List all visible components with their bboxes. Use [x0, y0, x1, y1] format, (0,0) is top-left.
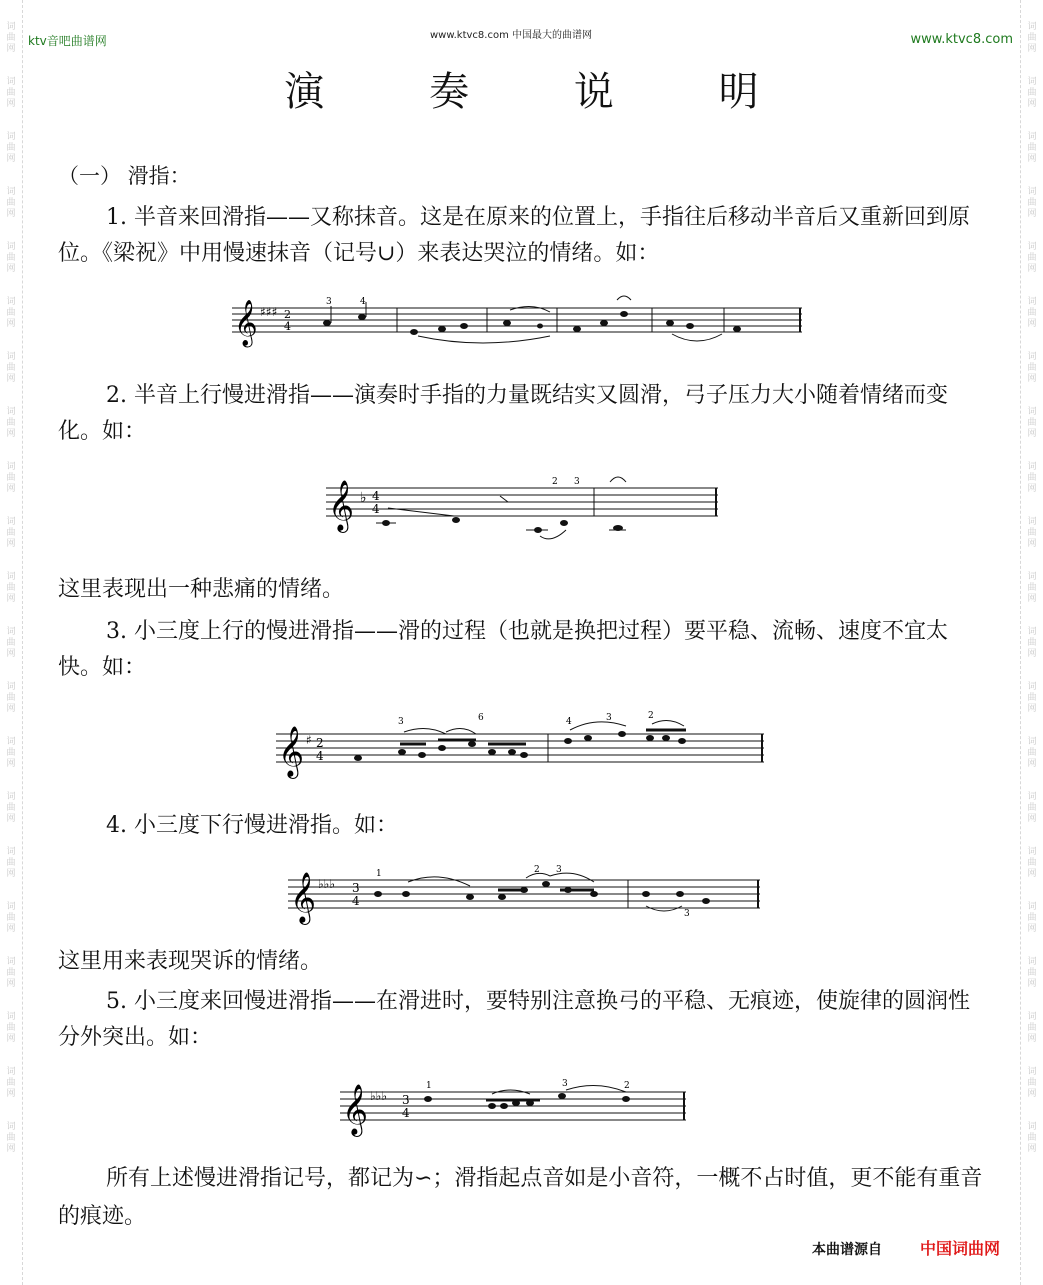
svg-text:4: 4 — [360, 297, 366, 307]
music-example-1 — [232, 292, 804, 352]
side-watermark-text: 词 曲 网 — [6, 1122, 16, 1154]
svg-text:𝄞: 𝄞 — [342, 1084, 369, 1135]
section-heading: （一） 滑指： — [58, 164, 191, 188]
svg-text:♭♭♭: ♭♭♭ — [370, 1089, 387, 1103]
side-watermark-text: 词 曲 网 — [6, 297, 16, 329]
right-watermark-strip — [1020, 0, 1043, 1285]
svg-text:3: 3 — [574, 477, 580, 487]
svg-text:4: 4 — [402, 1106, 410, 1120]
left-watermark-strip — [0, 0, 23, 1285]
svg-text:3: 3 — [402, 1093, 410, 1107]
svg-text:4: 4 — [352, 894, 360, 908]
svg-text:2: 2 — [648, 711, 654, 721]
side-watermark-text: 词 曲 网 — [6, 242, 16, 274]
side-watermark-text: 词 曲 网 — [6, 462, 16, 494]
paragraph-1: 1. 半音来回滑指——又称抹音。这是在原来的位置上，手指往后移动半音后又重新回到原位。《梁祝》中用慢速抹音（记号∪）来表达哭泣的情绪。如： — [58, 205, 970, 266]
svg-text:𝄞: 𝄞 — [328, 480, 355, 531]
svg-text:1: 1 — [376, 869, 382, 879]
paragraph-6: 所有上述慢进滑指记号，都记为∽；滑指起点音如是小音符，一概不占时值，更不能有重音的痕迹。 — [58, 1166, 983, 1229]
side-watermark-text: 词 曲 网 — [1027, 1122, 1037, 1154]
svg-text:3: 3 — [398, 717, 404, 727]
svg-text:2: 2 — [552, 477, 558, 487]
svg-text:2: 2 — [316, 736, 324, 750]
header-center-watermark: www.ktvc8.com 中国最大的曲谱网 — [430, 30, 593, 41]
svg-text:3: 3 — [684, 909, 690, 919]
side-watermark-text: 词 曲 网 — [1027, 957, 1037, 989]
paragraph-2-after: 这里表现出一种悲痛的情绪。 — [58, 577, 345, 602]
ex1-time-bottom: 4 — [284, 320, 291, 333]
music-example-5 — [340, 1078, 690, 1138]
paragraph-3: 3. 小三度上行的慢进滑指——滑的过程（也就是换把过程）要平稳、流畅、速度不宜太快。如： — [58, 619, 948, 680]
svg-text:3: 3 — [562, 1079, 568, 1089]
header-left-watermark: ktv音吧曲谱网 — [28, 34, 107, 48]
side-watermark-text: 词 曲 网 — [1027, 462, 1037, 494]
ex1-time-top: 2 — [284, 308, 291, 321]
header-right-watermark: www.ktvc8.com — [910, 32, 1013, 47]
side-watermark-text: 词 曲 网 — [6, 132, 16, 164]
paragraph-2: 2. 半音上行慢进滑指——演奏时手指的力量既结实又圆滑，弓子压力大小随着情绪而变化。如： — [58, 383, 948, 444]
side-watermark-text: 词 曲 网 — [6, 792, 16, 824]
svg-text:3: 3 — [556, 865, 562, 875]
svg-text:1: 1 — [426, 1081, 432, 1091]
side-watermark-text: 词 曲 网 — [6, 847, 16, 879]
side-watermark-text: 词 曲 网 — [6, 902, 16, 934]
side-watermark-text: 词 曲 网 — [6, 77, 16, 109]
side-watermark-text: 词 曲 网 — [1027, 1067, 1037, 1099]
paragraph-4-after: 这里用来表现哭诉的情绪。 — [58, 949, 323, 974]
paragraph-5: 5. 小三度来回慢进滑指——在滑进时，要特别注意换弓的平稳、无痕迹，使旋律的圆润性分外突出。如： — [58, 989, 970, 1050]
side-watermark-text: 词 曲 网 — [1027, 902, 1037, 934]
svg-text:𝄞: 𝄞 — [234, 300, 258, 346]
side-watermark-text: 词 曲 网 — [6, 352, 16, 384]
svg-text:4: 4 — [372, 502, 380, 516]
paragraph-4: 4. 小三度下行慢进滑指。如： — [106, 813, 398, 838]
side-watermark-text: 词 曲 网 — [1027, 132, 1037, 164]
side-watermark-text: 词 曲 网 — [6, 1012, 16, 1044]
svg-text:♭♭♭: ♭♭♭ — [318, 877, 335, 891]
music-example-4 — [288, 862, 763, 932]
side-watermark-text: 词 曲 网 — [1027, 77, 1037, 109]
footer-source-label: 本曲谱源自 — [812, 1242, 882, 1258]
side-watermark-text: 词 曲 网 — [6, 737, 16, 769]
svg-text:𝄞: 𝄞 — [290, 872, 317, 923]
side-watermark-text: 词 曲 网 — [6, 517, 16, 549]
side-watermark-text: 词 曲 网 — [1027, 187, 1037, 219]
svg-text:3: 3 — [326, 297, 332, 307]
svg-text:♯♯♯: ♯♯♯ — [260, 305, 278, 319]
svg-text:4: 4 — [372, 489, 380, 503]
music-example-2 — [326, 468, 721, 548]
side-watermark-text: 词 曲 网 — [1027, 682, 1037, 714]
side-watermark-text: 词 曲 网 — [1027, 792, 1037, 824]
side-watermark-text: 词 曲 网 — [6, 627, 16, 659]
svg-text:♯: ♯ — [306, 733, 312, 747]
side-watermark-text: 词 曲 网 — [6, 682, 16, 714]
footer-site-logo[interactable]: 中国词曲网 — [920, 1239, 1001, 1258]
side-watermark-text: 词 曲 网 — [1027, 517, 1037, 549]
music-example-3 — [276, 710, 766, 780]
side-watermark-text: 词 曲 网 — [6, 572, 16, 604]
side-watermark-text: 词 曲 网 — [6, 187, 16, 219]
side-watermark-text: 词 曲 网 — [1027, 407, 1037, 439]
page-title: 演 奏 说 明 — [284, 69, 805, 115]
svg-text:6: 6 — [478, 713, 484, 723]
svg-text:♭: ♭ — [360, 490, 367, 506]
side-watermark-text: 词 曲 网 — [1027, 242, 1037, 274]
side-watermark-text: 词 曲 网 — [1027, 22, 1037, 54]
side-watermark-text: 词 曲 网 — [1027, 627, 1037, 659]
side-watermark-text: 词 曲 网 — [6, 957, 16, 989]
svg-text:𝄞: 𝄞 — [278, 726, 305, 777]
side-watermark-text: 词 曲 网 — [1027, 572, 1037, 604]
side-watermark-text: 词 曲 网 — [1027, 352, 1037, 384]
side-watermark-text: 词 曲 网 — [1027, 737, 1037, 769]
svg-text:3: 3 — [352, 881, 360, 895]
svg-text:2: 2 — [624, 1081, 630, 1091]
side-watermark-text: 词 曲 网 — [6, 1067, 16, 1099]
side-watermark-text: 词 曲 网 — [1027, 847, 1037, 879]
side-watermark-text: 词 曲 网 — [6, 407, 16, 439]
side-watermark-text: 词 曲 网 — [6, 22, 16, 54]
svg-text:3: 3 — [606, 713, 612, 723]
svg-text:4: 4 — [316, 749, 324, 763]
svg-text:2: 2 — [534, 865, 540, 875]
side-watermark-text: 词 曲 网 — [1027, 297, 1037, 329]
svg-text:4: 4 — [566, 717, 572, 727]
side-watermark-text: 词 曲 网 — [1027, 1012, 1037, 1044]
